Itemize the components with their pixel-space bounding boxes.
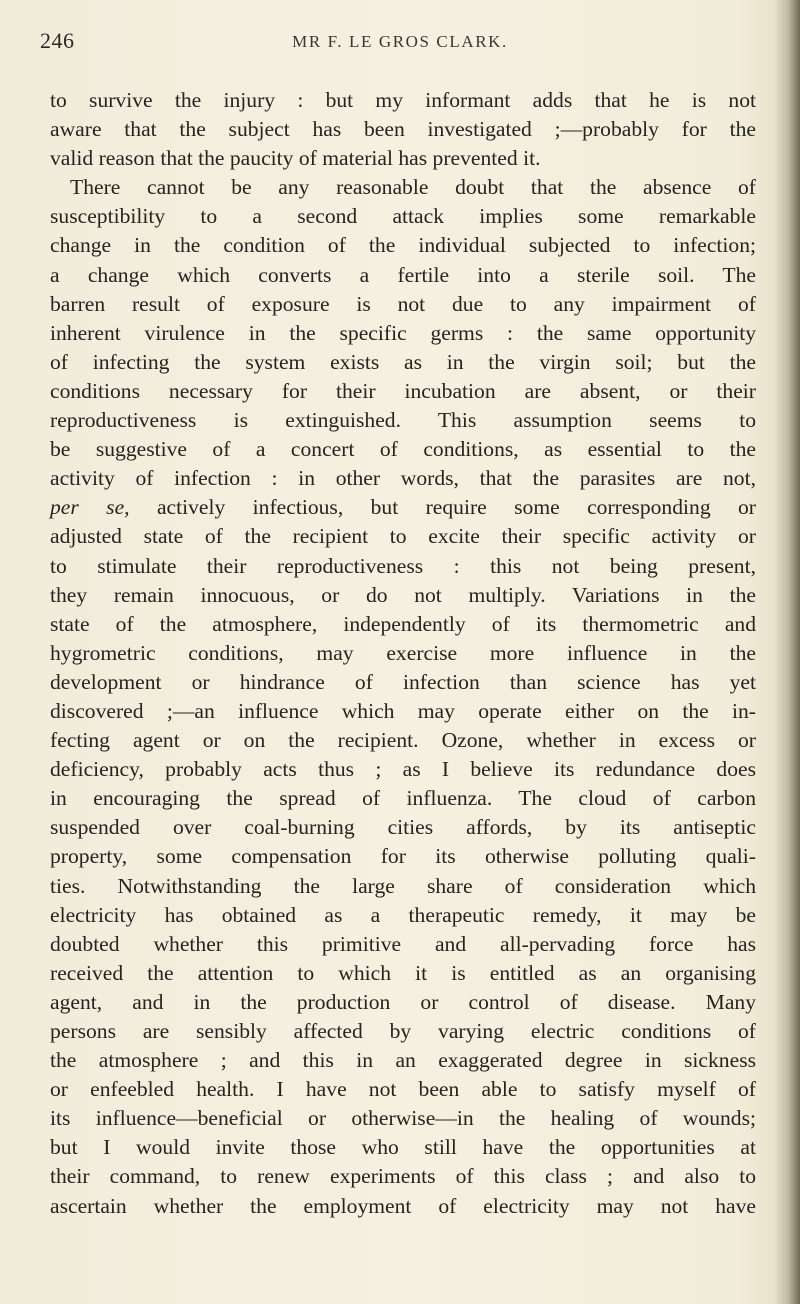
text-line: its influence—beneficial or otherwise—in the healing of wounds; xyxy=(50,1106,756,1131)
text-line: their command, to renew experiments of this class ; and also to xyxy=(50,1164,756,1189)
text-line: property, some compensation for its otherwise polluting quali- xyxy=(50,844,756,869)
text-line: of infecting the system exists as in the virgin soil; but the xyxy=(50,349,756,374)
text-line: inherent virulence in the specific germs : the same opportunity xyxy=(50,320,756,345)
text-line: suspended over coal-burning cities affords, by its antiseptic xyxy=(50,815,756,840)
text-line: or enfeebled health. I have not been able to satisfy myself of xyxy=(50,1077,756,1102)
text-line: agent, and in the production or control of disease. Many xyxy=(50,989,756,1014)
text-line: received the attention to which it is entitled as an organising xyxy=(50,960,756,985)
text-line: they remain innocuous, or do not multiply. Variations in the xyxy=(50,582,756,607)
text-line: but I would invite those who still have the opportunities at xyxy=(50,1135,756,1160)
text-line: a change which converts a fertile into a sterile soil. The xyxy=(50,262,756,287)
text-line: state of the atmosphere, independently of its thermometric and xyxy=(50,611,756,636)
text-line: barren result of exposure is not due to any impairment of xyxy=(50,291,756,316)
text-line: activity of infection : in other words, that the parasites are not, xyxy=(50,466,756,491)
text-line: reproductiveness is extinguished. This assumption seems to xyxy=(50,408,756,433)
text-line: fecting agent or on the recipient. Ozone, whether in excess or xyxy=(50,728,756,753)
text-line: discovered ;—an influence which may operate either on the in- xyxy=(50,698,756,723)
text-line: in encouraging the spread of influenza. The cloud of carbon xyxy=(50,786,756,811)
page-edge-shadow xyxy=(774,0,800,1304)
text-line: to survive the injury : but my informant adds that he is not xyxy=(50,88,756,112)
text-line: adjusted state of the recipient to excite their specific activity or xyxy=(50,524,756,549)
text-line: to stimulate their reproductiveness : this not being present, xyxy=(50,553,756,578)
text-line: the atmosphere ; and this in an exaggerated degree in sickness xyxy=(50,1048,756,1073)
italic-phrase: per se, xyxy=(50,495,130,520)
text-line: aware that the subject has been investigated ;—probably for the xyxy=(50,117,756,142)
running-head xyxy=(0,28,800,60)
text-line: development or hindrance of infection than science has yet xyxy=(50,669,756,694)
page-number: 246 xyxy=(40,28,75,53)
text-line: electricity has obtained as a therapeutic remedy, it may be xyxy=(50,902,756,927)
text-line: ascertain whether the employment of electricity may not have xyxy=(50,1193,756,1218)
text-line: be suggestive of a concert of conditions, as essential to the xyxy=(50,437,756,462)
running-title: MR F. LE GROS CLARK. xyxy=(292,32,508,51)
text-line xyxy=(50,493,756,522)
body-text xyxy=(50,86,756,1221)
text-line-rest: actively infectious, but require some corresponding or xyxy=(129,495,756,520)
text-line: valid reason that the paucity of material has prevented it. xyxy=(50,146,541,171)
text-line: persons are sensibly affected by varying electric conditions of xyxy=(50,1019,756,1043)
text-line: doubted whether this primitive and all-pervading force has xyxy=(50,931,756,956)
text-line: hygrometric conditions, may exercise more influence in the xyxy=(50,640,756,665)
text-line: change in the condition of the individual subjected to infection; xyxy=(50,233,756,258)
text-line: deficiency, probably acts thus ; as I believe its redundance does xyxy=(50,757,756,782)
text-line: conditions necessary for their incubation are absent, or their xyxy=(50,378,756,403)
text-line: There cannot be any reasonable doubt that the absence of xyxy=(70,175,756,200)
text-line: ties. Notwithstanding the large share of consideration which xyxy=(50,873,756,898)
text-line: susceptibility to a second attack implies some remarkable xyxy=(50,204,756,229)
